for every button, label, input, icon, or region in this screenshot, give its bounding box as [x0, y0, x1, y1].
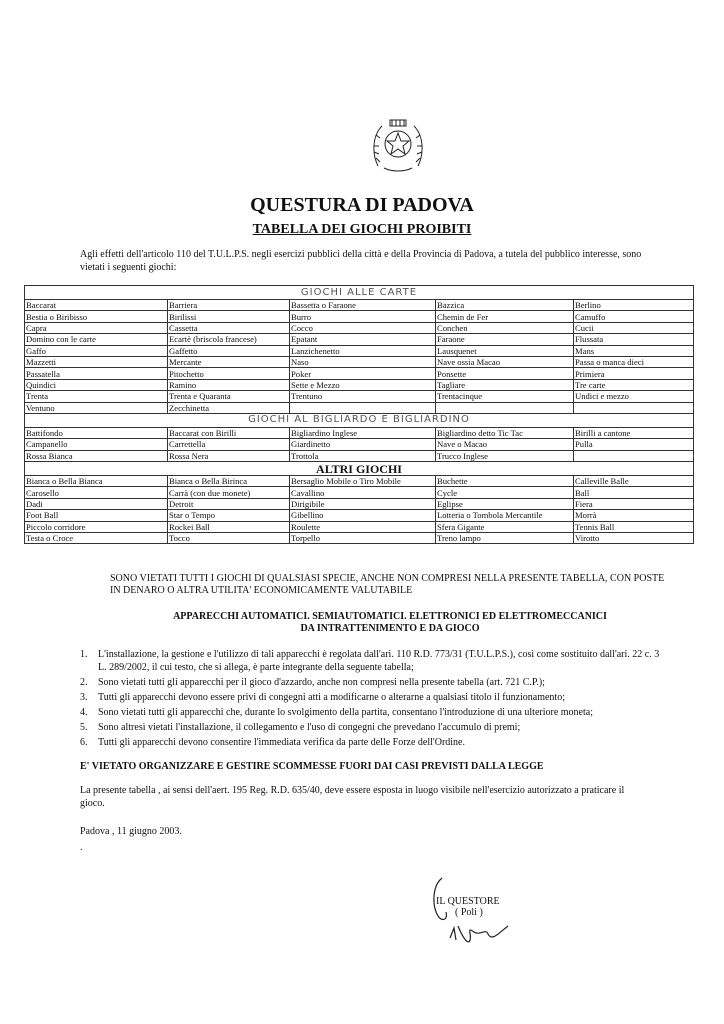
table-cell: Mans — [574, 345, 694, 356]
table-cell: Passa o manca dieci — [574, 356, 694, 367]
table-cell: Mercante — [168, 356, 290, 367]
rule-item: 5. Sono altresì vietati l'installazione, il collegamento e l'uso di congegni che prevedano l'accumulo di premi; — [80, 722, 521, 733]
table-cell: Bianca o Bella Birinca — [168, 476, 290, 487]
table-cell: Giardinetto — [290, 439, 436, 450]
table-cell — [290, 402, 436, 413]
table-cell: Testa o Croce — [25, 533, 168, 544]
table-cell: Tagliare — [436, 379, 574, 390]
table-cell: Gaffo — [25, 345, 168, 356]
table-cell: Cycle — [436, 487, 574, 498]
table-cell: Tocco — [168, 533, 290, 544]
table-row — [25, 379, 694, 390]
table-cell: Burro — [290, 311, 436, 322]
signature-name: ( Poli ) — [455, 907, 483, 918]
table-cell: Bazzica — [436, 300, 574, 311]
table-cell: Barriera — [168, 300, 290, 311]
section-title: ALTRI GIOCHI — [25, 462, 694, 476]
table-cell: Fiera — [574, 498, 694, 509]
table-cell: Rossa Bianca — [25, 450, 168, 461]
table-cell: Morrà — [574, 510, 694, 521]
table-row — [25, 356, 694, 367]
table-cell: Lausquenet — [436, 345, 574, 356]
table-cell: Undici e mezzo — [574, 391, 694, 402]
table-cell: Lotteria o Tombola Mercantile — [436, 510, 574, 521]
section-title: GIOCHI ALLE CARTE — [25, 286, 694, 300]
table-cell: Nave ossia Macao — [436, 356, 574, 367]
table-cell: Trentacinque — [436, 391, 574, 402]
table-cell: Birilissi — [168, 311, 290, 322]
table-display-note: La presente tabella , ai sensi dell'aert. 195 Reg. R.D. 635/40, deve essere esposta in luogo visibile nell'esercizio autorizzato a praticare il gioco. — [80, 785, 625, 809]
table-cell: Birilli a cantone — [574, 427, 694, 438]
table-cell: Cocco — [290, 322, 436, 333]
table-cell: Camuffo — [574, 311, 694, 322]
table-row — [25, 521, 694, 532]
table-cell: Virotto — [574, 533, 694, 544]
rule-item: 2. Sono vietati tutti gli apparecchi per il gioco d'azzardo, anche non compresi nella presente tabella (art. 721 C.P.); — [80, 677, 545, 688]
table-cell: Tre carte — [574, 379, 694, 390]
table-cell: Pulla — [574, 439, 694, 450]
apparatus-heading-line2: DA INTRATTENIMENTO E DA GIOCO — [300, 623, 480, 634]
table-cell: Star o Tempo — [168, 510, 290, 521]
table-cell: Carosello — [25, 487, 168, 498]
table-cell: Dirigibile — [290, 498, 436, 509]
table-cell: Detroit — [168, 498, 290, 509]
table-cell: Torpello — [290, 533, 436, 544]
table-cell: Rockei Ball — [168, 521, 290, 532]
table-cell: Naso — [290, 356, 436, 367]
date-line: Padova , 11 giugno 2003. — [80, 826, 182, 837]
table-cell: Zecchinetta — [168, 402, 290, 413]
table-cell: Trentuno — [290, 391, 436, 402]
table-cell: Roulette — [290, 521, 436, 532]
page-subtitle: TABELLA DEI GIOCHI PROIBITI — [252, 222, 472, 237]
table-row — [25, 300, 694, 311]
table-row — [25, 427, 694, 438]
table-cell: Sette e Mezzo — [290, 379, 436, 390]
table-cell: Conchen — [436, 322, 574, 333]
apparatus-heading — [110, 611, 670, 635]
table-row — [25, 510, 694, 521]
table-cell: Primiera — [574, 368, 694, 379]
table-row — [25, 533, 694, 544]
table-cell — [436, 402, 574, 413]
table-cell: Tennis Ball — [574, 521, 694, 532]
section-header-row — [25, 413, 694, 427]
table-cell: Faraone — [436, 334, 574, 345]
table-cell: Quindici — [25, 379, 168, 390]
table-cell: Sfera Gigante — [436, 521, 574, 532]
table-cell: Baccarat con Birilli — [168, 427, 290, 438]
table-cell: Domino con le carte — [25, 334, 168, 345]
table-cell: Trenta e Quaranta — [168, 391, 290, 402]
table-cell: Gaffetto — [168, 345, 290, 356]
table-cell: Calleville Balle — [574, 476, 694, 487]
section-title: GIOCHI AL BIGLIARDO E BIGLIARDINO — [25, 413, 694, 427]
signature-title: IL QUESTORE — [436, 896, 500, 907]
table-cell: Eglipse — [436, 498, 574, 509]
table-cell: Nave o Macao — [436, 439, 574, 450]
table-cell: Campanello — [25, 439, 168, 450]
table-cell: Trenta — [25, 391, 168, 402]
table-row — [25, 439, 694, 450]
table-cell — [574, 402, 694, 413]
table-cell: Passatella — [25, 368, 168, 379]
table-cell: Gibellino — [290, 510, 436, 521]
table-cell: Chemin de Fer — [436, 311, 574, 322]
table-cell: Bestia o Biribisso — [25, 311, 168, 322]
table-cell: Carrettella — [168, 439, 290, 450]
table-cell: Flussata — [574, 334, 694, 345]
table-row — [25, 345, 694, 356]
table-cell: Berlino — [574, 300, 694, 311]
table-row — [25, 476, 694, 487]
page-title: QUESTURA DI PADOVA — [250, 194, 474, 216]
table-cell: Carrà (con due monete) — [168, 487, 290, 498]
table-cell: Buchette — [436, 476, 574, 487]
section-header-row — [25, 462, 694, 476]
table-row — [25, 391, 694, 402]
table-cell: Bigliardino Inglese — [290, 427, 436, 438]
table-row — [25, 322, 694, 333]
table-cell: Cassetta — [168, 322, 290, 333]
table-cell: Bianca o Bella Bianca — [25, 476, 168, 487]
table-row — [25, 334, 694, 345]
table-cell: Pitochetto — [168, 368, 290, 379]
table-cell: Battifondo — [25, 427, 168, 438]
prohibited-games-table — [24, 285, 694, 544]
rule-item: 4. Sono vietati tutti gli apparecchi che, durante lo svolgimento della partita, consentano l'introduzione di una ulteriore moneta; — [80, 707, 593, 718]
table-cell: Mazzetti — [25, 356, 168, 367]
table-cell: Ramino — [168, 379, 290, 390]
apparatus-rules-list — [80, 648, 660, 751]
table-cell: Bassetta o Faraone — [290, 300, 436, 311]
table-cell: Ball — [574, 487, 694, 498]
table-cell: Cavallino — [290, 487, 436, 498]
table-cell: Piccolo corridore — [25, 521, 168, 532]
handwritten-signature-icon — [428, 876, 548, 948]
table-row — [25, 311, 694, 322]
table-cell: Dadi — [25, 498, 168, 509]
table-cell: Trucco Inglese — [436, 450, 574, 461]
intro-paragraph: Agli effetti dell'articolo 110 del T.U.L.P.S. negli esercizi pubblici della città e della Provincia di Padova, a tutela del pubblico interesse, sono vietati i seguenti giochi: — [80, 249, 642, 273]
prohibition-statement: SONO VIETATI TUTTI I GIOCHI DI QUALSIASI SPECIE, ANCHE NON COMPRESI NELLA PRESENTE TABELLA, CON POSTE IN DENARO O ALTRA UTILITA' ECONOMICAMENTE VALUTABILE — [110, 573, 665, 596]
table-row — [25, 368, 694, 379]
table-cell: Trottola — [290, 450, 436, 461]
table-cell: Poker — [290, 368, 436, 379]
betting-prohibition: E' VIETATO ORGANIZZARE E GESTIRE SCOMMESSE FUORI DAI CASI PREVISTI DALLA LEGGE — [80, 761, 544, 772]
table-cell: Rossa Nera — [168, 450, 290, 461]
republic-emblem-icon — [370, 114, 426, 174]
table-cell: Cucii — [574, 322, 694, 333]
rule-item: 1. L'installazione, la gestione e l'utilizzo di tali apparecchi è regolata dall'ari. 110 R.D. 773/31 (T.U.L.P.S.), così come sostituito dall'ari. 22 c. 3 L. 289/2002, il cui testo, che si allega, è parte integrante della seguente tabella; — [80, 649, 660, 673]
table-cell — [574, 450, 694, 461]
table-cell: Ventuno — [25, 402, 168, 413]
rule-item: 6. Tutti gli apparecchi devono consentire l'immediata verifica da parte delle Forze dell'Ordine. — [80, 737, 465, 748]
table-cell: Bersaglio Mobile o Tiro Mobile — [290, 476, 436, 487]
table-cell: Treno lampo — [436, 533, 574, 544]
table-row — [25, 450, 694, 461]
table-cell: Ponsette — [436, 368, 574, 379]
table-cell: Capra — [25, 322, 168, 333]
rule-item: 3. Tutti gli apparecchi devono essere privi di congegni atti a modificarne o alterarne a qualsiasi titolo il funzionamento; — [80, 692, 565, 703]
table-cell: Lanzichenetto — [290, 345, 436, 356]
table-row — [25, 402, 694, 413]
stray-dot: . — [80, 842, 83, 853]
table-cell: Ecartè (briscola francese) — [168, 334, 290, 345]
table-cell: Foot Ball — [25, 510, 168, 521]
table-cell: Baccarat — [25, 300, 168, 311]
table-cell: Epatant — [290, 334, 436, 345]
section-header-row — [25, 286, 694, 300]
apparatus-heading-line1: APPARECCHI AUTOMATICI. SEMIAUTOMATICI. ELETTRONICI ED ELETTROMECCANICI — [173, 611, 607, 622]
table-cell: Bigliardino detto Tic Tac — [436, 427, 574, 438]
table-row — [25, 498, 694, 509]
table-row — [25, 487, 694, 498]
